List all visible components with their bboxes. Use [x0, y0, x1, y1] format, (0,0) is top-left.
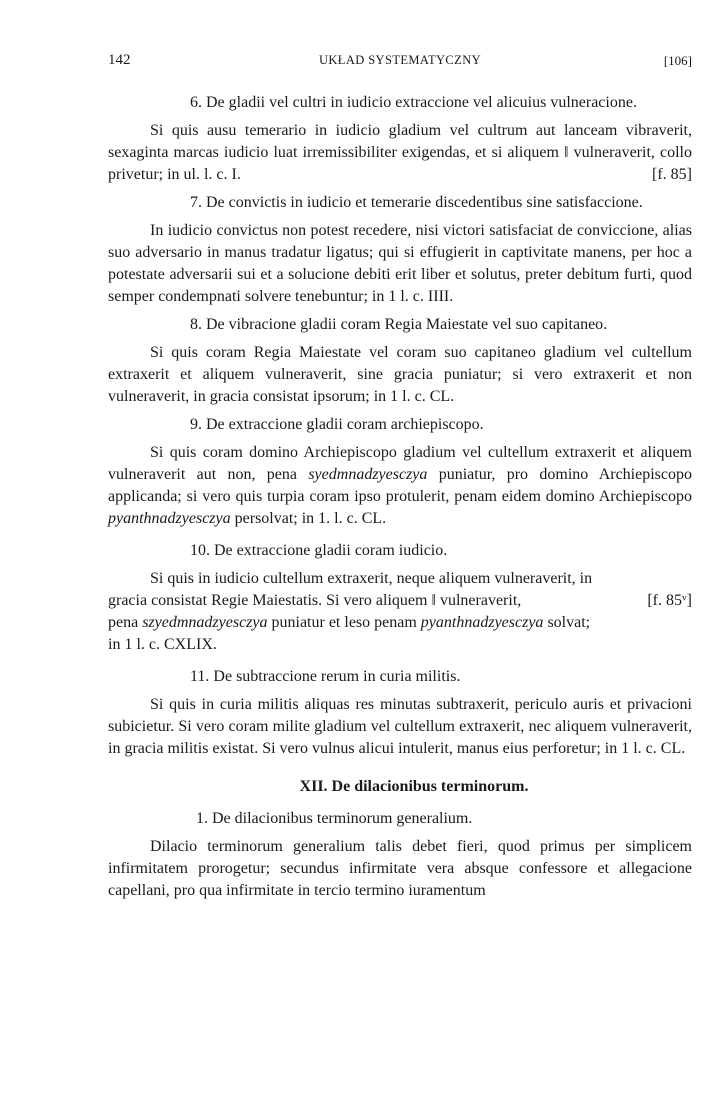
section-text-6-main: Si quis ausu temerario in iudicio gladium vel cultrum aut lanceam vibraverit, sexaginta marcas iudicio luat irremissibiliter exigendas, et si aliquem ‖ vulneraverit, collo privetur; in ul. l. c. I. [108, 122, 692, 183]
section-heading-10: 10. De extraccione gladii coram iudicio. [190, 542, 448, 559]
section-text-8: Si quis coram Regia Maiestate vel coram suo capitaneo gladium vel cultellum extraxerit et aliquem vulneraverit, sine gracia puniatur; si vero extraxerit et non vulneraverit, in gracia consistat ipsorum; in 1 l. c. CL. [108, 344, 692, 405]
section-heading-9: 9. De extraccione gladii coram archiepiscopo. [190, 416, 484, 433]
section-text-6 [108, 120, 692, 186]
section-heading-8: 8. De vibracione gladii coram Regia Maiestate vel suo capitaneo. [190, 316, 608, 333]
text-10-line3-a: pena [108, 614, 143, 631]
running-title: UKŁAD SYSTEMATYCZNY [318, 53, 482, 67]
text-10-line4: in 1 l. c. CXLIX. [108, 636, 217, 653]
text-10-line2 [108, 590, 692, 612]
page-body [108, 92, 692, 908]
section-heading-7: 7. De convictis in iudicio et temerarie discedentibus sine satisfaccione. [190, 194, 643, 211]
text-10-line3-c: solvat; [543, 614, 591, 631]
folio-marker: [106] [663, 53, 692, 68]
folio-reference-verso: [f. 85ᵛ] [647, 592, 692, 609]
text-10-line3 [108, 612, 692, 634]
text-9-c: persolvat; in 1. l. c. CL. [230, 510, 387, 527]
section-text-11: Si quis in curia militis aliquas res minutas subtraxerit, periculo auris et privacioni subicietur. Si vero coram milite gladium vel cultellum extraxerit, nec aliquem vulneraverit, in gracia militis existat. Si vero vulnus alicui intulerit, manus eius perforetur; in 1 l. c. CL. [108, 696, 692, 757]
section-heading-11: 11. De subtraccione rerum in curia militis. [190, 668, 461, 685]
text-10-line3-b: puniatur et leso penam [267, 614, 421, 631]
term-10-a: szyedmnadzyesczya [142, 614, 268, 631]
term-9-b: pyanthnadzyesczya [108, 510, 231, 527]
page-number: 142 [108, 52, 131, 68]
term-10-b: pyanthnadzyesczya [420, 614, 544, 631]
section-heading-6: 6. De gladii vel cultri in iudicio extraccione vel alicuius vulneracione. [190, 94, 637, 111]
term-9-a: syedmnadzyesczya [308, 466, 428, 483]
chapter-title-xii: XII. De dilacionibus terminorum. [299, 778, 529, 795]
section-text-10 [108, 568, 692, 656]
text-9-b: puniatur, pro domino Archiepiscopo applicanda; si vero quis turpia coram ipso protulerit, penam eidem domino Archiepiscopo [108, 466, 692, 505]
folio-reference: [f. 85] [652, 166, 692, 183]
page-header [108, 52, 692, 74]
section-text-xii-1: Dilacio terminorum generalium talis debet fieri, quod primus per simplicem infirmitatem prorogetur; secundus infirmitate vera absque confessore et allegacione capellani, pro qua infirmitate in tercio termino iuramentum [108, 838, 692, 899]
text-10-line2-main: gracia consistat Regie Maiestatis. Si vero aliquem ‖ vulneraverit, [108, 592, 522, 609]
text-10-line1: Si quis in iudicio cultellum extraxerit, neque aliquem vulneraverit, in [150, 570, 593, 587]
section-text-7: In iudicio convictus non potest recedere, nisi victori satisfaciat de conviccione, alias suo adversario in manus tradatur ligatus; qui si effugierit in captivitate manens, per hoc a potestate adversarii sui et a solucione debiti erit liber et solutus, preter debitum furti, quod semper condempnati solvere tenebuntur; in 1 l. c. IIII. [108, 222, 692, 305]
section-heading-xii-1: 1. De dilacionibus terminorum generalium. [196, 810, 473, 827]
text-9-a: Si quis coram domino Archiepiscopo gladium vel cultellum extraxerit et aliquem vulneraverit aut non, pena [108, 444, 692, 483]
section-text-9 [108, 442, 692, 530]
